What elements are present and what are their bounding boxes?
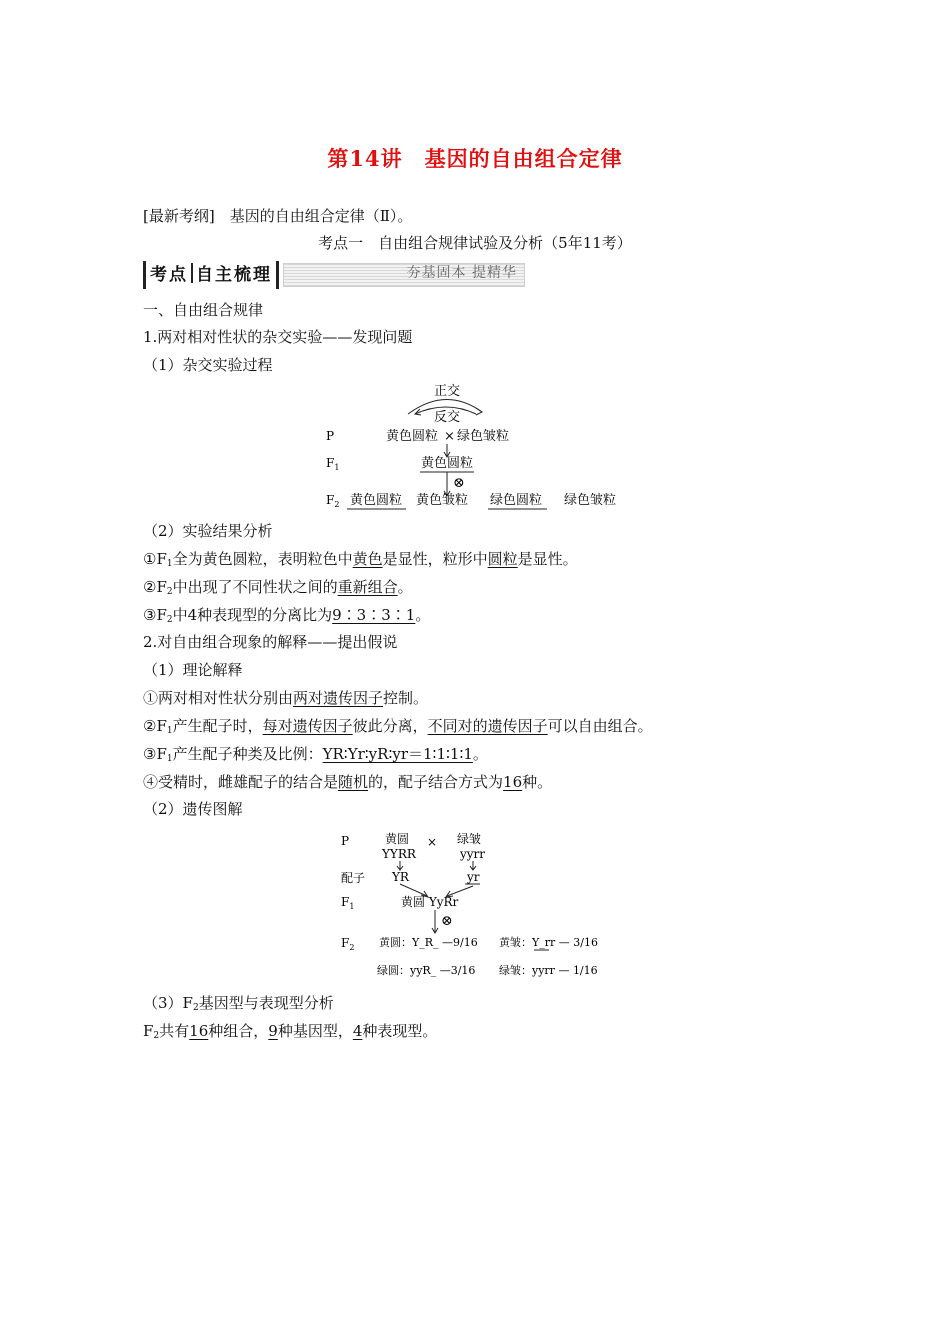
subsection-heading: 1.两对相对性状的杂交实验——发现问题 [143,328,413,346]
banner-tag [143,261,279,289]
f2-class-d: 绿皱：yyrr — 1/16 [499,964,598,977]
selfing-symbol: ⊗ [453,475,465,491]
f2-class-c: 绿圆：yyR_ —3/16 [377,964,476,977]
label-gamete: 配子 [341,871,366,885]
subsection-item: （2）遗传图解 [143,800,243,818]
gamete-right: yr [467,870,480,884]
cross-symbol: × [444,429,455,444]
subsection-heading: 2.对自由组合现象的解释——提出假说 [143,633,398,651]
result-3: $③F_2$中4种表现型的分离比为9∶3∶3∶1。 [143,606,431,625]
subsection-item: （2）实验结果分析 [143,522,273,540]
section-banner [143,261,525,289]
f2-phenotype-a: 黄色圆粒 [350,493,403,508]
banner-tag-a: 考点 [150,265,188,285]
label-f1: $F_1$ [326,456,340,472]
f2-class-b: 黄皱：Y_rr — 3/16 [499,936,598,949]
f1-genotype: 黄圆 YyRr [401,895,459,909]
subsection-item: （1）杂交实验过程 [143,356,273,374]
label-p: P [341,834,350,848]
parent-right: 绿色皱粒 [457,429,510,444]
parent-left: 黄色圆粒 [386,429,439,444]
parent-right-genotype: yyrr [460,847,486,861]
label-f2: $F_2$ [326,493,340,509]
cross-diagram-1 [320,378,630,513]
theory-3: $③F_1$产生配子种类及比例：YR∶Yr∶yR∶yr＝1∶1∶1∶1。 [143,745,488,764]
parent-left-genotype: YYRR [382,847,416,861]
result-2: $②F_2$中出现了不同性状之间的重新组合。 [143,578,413,597]
section-heading: 一、自由组合规律 [143,301,264,319]
summary-line: $F_2$共有16种组合，9种基因型，4种表现型。 [143,1022,438,1041]
f2-phenotype-d: 绿色皱粒 [564,493,617,508]
parent-right: 绿皱 [457,832,482,846]
syllabus: [最新考纲] 基因的自由组合定律（Ⅱ）。 [143,207,413,225]
kaodian-heading: 考点一 自由组合规律试验及分析（5年11考） [318,234,632,252]
f1-phenotype: 黄色圆粒 [421,456,474,471]
label-zhengjiao: 正交 [434,384,461,399]
label-f1: $F_1$ [341,895,355,911]
label-fanjiao: 反交 [434,410,461,425]
selfing-symbol: ⊗ [441,913,453,929]
theory-4: ④受精时，雌雄配子的结合是随机的，配子结合方式为16种。 [143,773,553,791]
label-p: P [326,429,335,443]
theory-2: $②F_1$产生配子时，每对遗传因子彼此分离，不同对的遗传因子可以自由组合。 [143,717,653,736]
lecture-topic: 基因的自由组合定律 [424,146,623,171]
label-f2: $F_2$ [341,936,355,952]
f2-phenotype-c: 绿色圆粒 [490,493,543,508]
banner-tag-b: 自主梳理 [196,265,272,285]
subsection-item: （1）理论解释 [143,661,243,679]
banner-slogan: 夯基固本 提精华 [406,265,517,281]
cross-symbol: × [427,835,438,849]
gamete-left: YR [392,870,409,884]
f2-phenotype-b: 黄色皱粒 [416,493,469,508]
page-title [0,143,950,173]
theory-1: ①两对相对性状分别由两对遗传因子控制。 [143,689,429,707]
lecture-number: 第14讲 [327,146,403,171]
subsection-item: $(3)F_2$基因型与表现型分析 [143,994,334,1013]
arc-forward-head [476,408,482,415]
f2-class-a: 黄圆：Y_R_ —9/16 [379,936,478,949]
genetic-diagram [335,826,625,983]
parent-left: 黄圆 [385,832,410,846]
result-1: $①F_1$全为黄色圆粒，表明粒色中黄色是显性，粒形中圆粒是显性。 [143,550,578,569]
